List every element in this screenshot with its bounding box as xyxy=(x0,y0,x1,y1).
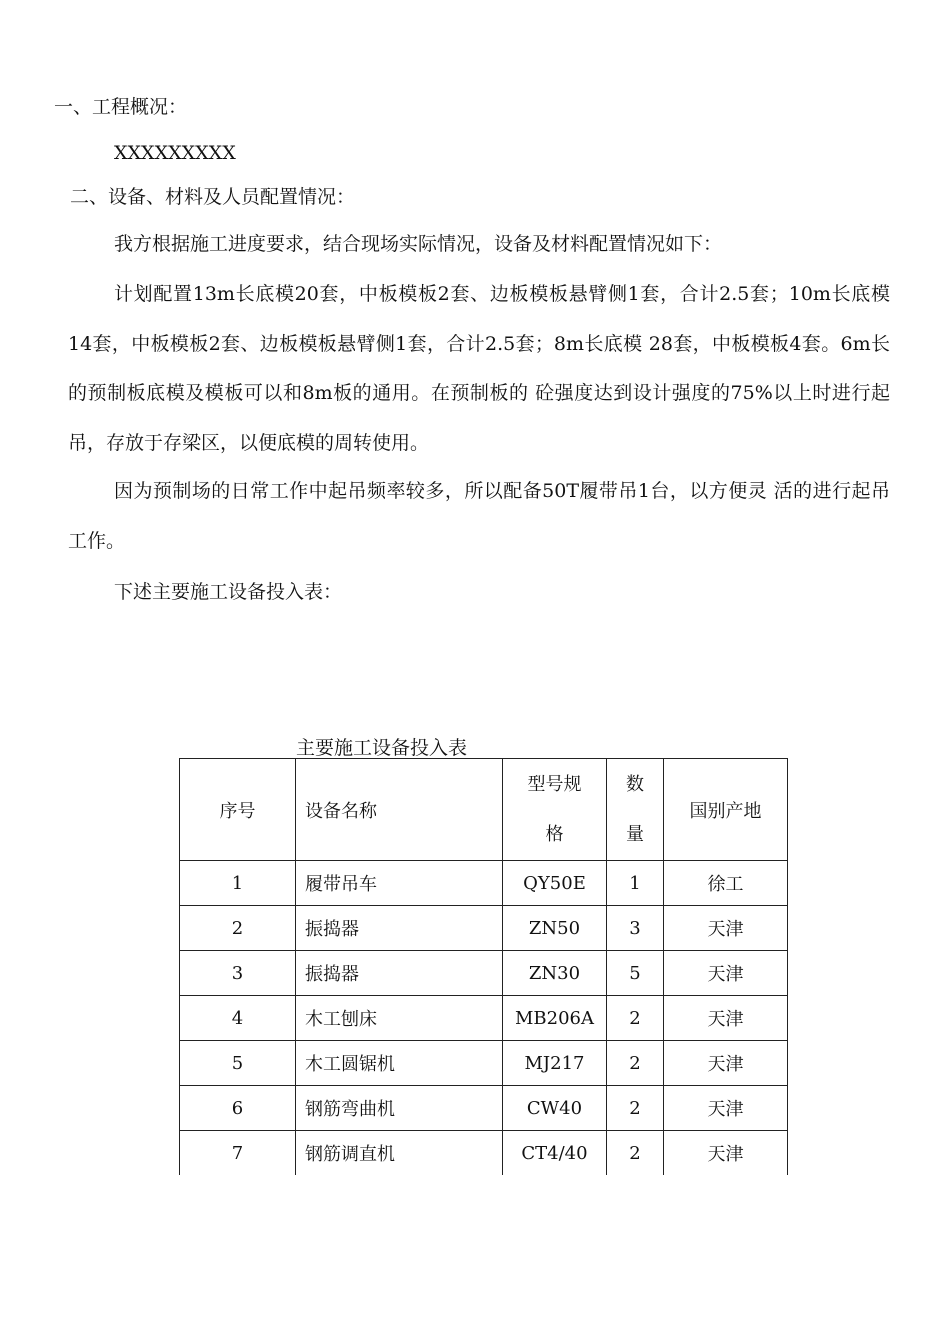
header-qty xyxy=(607,759,664,861)
table-row xyxy=(180,1041,788,1086)
table-row xyxy=(180,996,788,1041)
cell-model: ZN50 xyxy=(503,906,607,951)
cell-qty: 2 xyxy=(607,1131,664,1176)
cell-no: 3 xyxy=(180,951,296,996)
cell-origin: 徐工 xyxy=(664,861,788,906)
cell-no: 2 xyxy=(180,906,296,951)
equipment-table xyxy=(179,758,788,1175)
cell-model: QY50E xyxy=(503,861,607,906)
cell-name: 木工圆锯机 xyxy=(296,1041,503,1086)
cell-model: CW40 xyxy=(503,1086,607,1131)
cell-no: 6 xyxy=(180,1086,296,1131)
cell-origin: 天津 xyxy=(664,951,788,996)
cell-name: 钢筋调直机 xyxy=(296,1131,503,1176)
cell-qty: 3 xyxy=(607,906,664,951)
cell-origin: 天津 xyxy=(664,1086,788,1131)
table-row xyxy=(180,1131,788,1176)
paragraph-crane: 因为预制场的日常工作中起吊频率较多，所以配备50T履带吊1台，以方便灵 活的进行起吊工作。 xyxy=(68,480,890,552)
cell-origin: 天津 xyxy=(664,906,788,951)
cell-no: 5 xyxy=(180,1041,296,1086)
table-caption: 主要施工设备投入表 xyxy=(296,737,468,759)
table-row xyxy=(180,1086,788,1131)
cell-name: 履带吊车 xyxy=(296,861,503,906)
section-1-body: XXXXXXXXX xyxy=(114,142,236,164)
cell-name: 振捣器 xyxy=(296,906,503,951)
cell-origin: 天津 xyxy=(664,1131,788,1176)
cell-no: 4 xyxy=(180,996,296,1041)
cell-no: 7 xyxy=(180,1131,296,1176)
header-qty-line2: 量 xyxy=(626,823,644,845)
header-origin: 国别产地 xyxy=(664,759,788,861)
header-model xyxy=(503,759,607,861)
header-name: 设备名称 xyxy=(296,759,503,861)
cell-name: 钢筋弯曲机 xyxy=(296,1086,503,1131)
cell-model: CT4/40 xyxy=(503,1131,607,1176)
table-row xyxy=(180,906,788,951)
cell-model: MJ217 xyxy=(503,1041,607,1086)
cell-qty: 2 xyxy=(607,996,664,1041)
cell-qty: 2 xyxy=(607,1041,664,1086)
section-2-heading: 二、设备、材料及人员配置情况： xyxy=(70,186,356,208)
cell-origin: 天津 xyxy=(664,996,788,1041)
cell-model: ZN30 xyxy=(503,951,607,996)
cell-no: 1 xyxy=(180,861,296,906)
cell-qty: 1 xyxy=(607,861,664,906)
table-row xyxy=(180,951,788,996)
header-qty-line1: 数 xyxy=(626,773,644,795)
header-model-line2: 格 xyxy=(545,823,564,845)
cell-qty: 5 xyxy=(607,951,664,996)
table-header-row xyxy=(180,759,788,861)
paragraph-table-intro: 下述主要施工设备投入表： xyxy=(114,581,343,603)
paragraph-formwork-plan: 计划配置13m长底模20套，中板模板2套、边板模板悬臂侧1套，合计2.5套；10m长底模14套，中板模板2套、边板模板悬臂侧1套，合计2.5套；8m长底模 28套，中板模板4套。6m长的预制板底模及模板可以和8m板的通用。在预制板的 砼强度达到设计强度的75%以上时进行起吊，存放于存梁区，以便底模的周转使用。 xyxy=(68,283,890,454)
section-1-heading: 一、工程概况： xyxy=(54,96,188,118)
paragraph-intro: 我方根据施工进度要求，结合现场实际情况，设备及材料配置情况如下： xyxy=(114,233,723,255)
cell-origin: 天津 xyxy=(664,1041,788,1086)
cell-model: MB206A xyxy=(503,996,607,1041)
header-no: 序号 xyxy=(180,759,296,861)
cell-name: 木工刨床 xyxy=(296,996,503,1041)
table-row xyxy=(180,861,788,906)
cell-qty: 2 xyxy=(607,1086,664,1131)
cell-name: 振捣器 xyxy=(296,951,503,996)
header-model-line1: 型号规 xyxy=(527,773,582,795)
